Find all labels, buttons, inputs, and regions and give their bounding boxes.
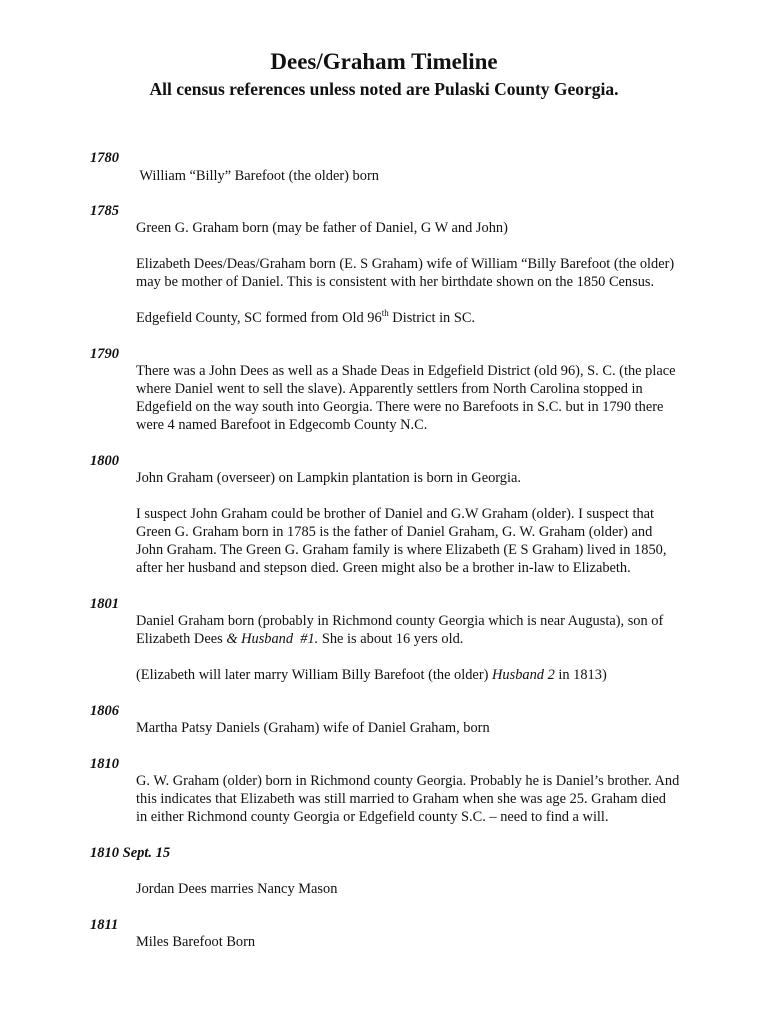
entry-paragraph — [136, 255, 726, 291]
text-line: Miles Barefoot Born — [136, 934, 256, 950]
text-line: William “Billy” Barefoot (the older) born — [136, 168, 379, 184]
text-run: District in SC. — [388, 310, 476, 326]
year-heading: 1785 — [90, 203, 119, 219]
text-line: I suspect John Graham could be brother of Daniel and G.W Graham (older). I suspect that — [136, 506, 655, 522]
page-subtitle: All census references unless noted are Pulaski County Georgia. — [149, 79, 619, 99]
text-run: (Elizabeth will later marry William Billy Barefoot (the older) — [136, 667, 493, 683]
text-line: Martha Patsy Daniels (Graham) wife of Daniel Graham, born — [136, 720, 490, 736]
text-line: Daniel Graham born (probably in Richmond county Georgia which is near Augusta), son of — [136, 613, 664, 629]
text-line — [136, 309, 726, 327]
year-heading: 1790 — [90, 346, 119, 362]
text-run: She is about 16 yers old. — [318, 631, 464, 647]
text-line: this indicates that Elizabeth was still married to Graham when she was age 25. Graham died — [136, 791, 666, 807]
entry-paragraph — [136, 612, 726, 648]
text-line: There was a John Dees as well as a Shade Deas in Edgefield District (old 96), S. C. (the place — [136, 363, 676, 379]
text-line — [136, 666, 726, 684]
text-line: in either Richmond county Georgia or Edgefield county S.C. – need to find a will. — [136, 809, 609, 825]
entry-paragraph — [136, 880, 726, 898]
page-title: Dees/Graham Timeline — [270, 49, 498, 74]
entry-paragraph — [136, 219, 726, 237]
text-line — [136, 630, 726, 648]
entry-paragraph — [136, 505, 726, 577]
year-heading: 1811 — [90, 917, 119, 933]
text-line: may be mother of Daniel. This is consistent with her birthdate shown on the 1850 Census. — [136, 274, 655, 290]
entry-paragraph — [136, 719, 726, 737]
italic-text: & Husband #1. — [226, 631, 319, 647]
entry-paragraph — [136, 772, 726, 826]
text-line: Green G. Graham born in 1785 is the father of Daniel Graham, G. W. Graham (older) and — [136, 524, 653, 540]
year-heading: 1810 — [90, 756, 119, 772]
entry-paragraph — [136, 666, 726, 684]
entry-paragraph — [136, 933, 726, 951]
entry-paragraph — [136, 309, 726, 327]
italic-text: Husband 2 — [492, 667, 555, 683]
entry-paragraph — [136, 469, 726, 487]
entry-paragraph — [136, 362, 726, 434]
text-run: Elizabeth Dees — [136, 631, 227, 647]
text-line: Elizabeth Dees/Deas/Graham born (E. S Graham) wife of William “Billy Barefoot (the older) — [136, 256, 675, 272]
text-run: in 1813) — [554, 667, 607, 683]
text-line: John Graham (overseer) on Lampkin plantation is born in Georgia. — [136, 470, 521, 486]
year-heading: 1801 — [90, 596, 119, 612]
year-heading: 1780 — [90, 150, 119, 166]
text-line: Jordan Dees marries Nancy Mason — [136, 881, 338, 897]
year-heading: 1800 — [90, 453, 119, 469]
text-line: Green G. Graham born (may be father of Daniel, G W and John) — [136, 220, 508, 236]
year-heading: 1810 Sept. 15 — [90, 845, 171, 861]
text-line: G. W. Graham (older) born in Richmond county Georgia. Probably he is Daniel’s brother. And — [136, 773, 680, 789]
entry-paragraph — [136, 167, 726, 185]
text-line: where Daniel went to sell the slave). Apparently settlers from North Carolina stopped in — [136, 381, 643, 397]
text-line: were 4 named Barefoot in Edgecomb County N.C. — [136, 417, 428, 433]
text-line: Edgefield on the way south into Georgia. There were no Barefoots in S.C. but in 1790 there — [136, 399, 664, 415]
text-line: after her husband and stepson died. Green might also be a brother in-law to Elizabeth. — [136, 560, 631, 576]
year-heading: 1806 — [90, 703, 119, 719]
superscript-text: th — [381, 308, 389, 319]
text-run: Edgefield County, SC formed from Old 96 — [136, 310, 382, 326]
text-line: John Graham. The Green G. Graham family is where Elizabeth (E S Graham) lived in 1850, — [136, 542, 667, 558]
